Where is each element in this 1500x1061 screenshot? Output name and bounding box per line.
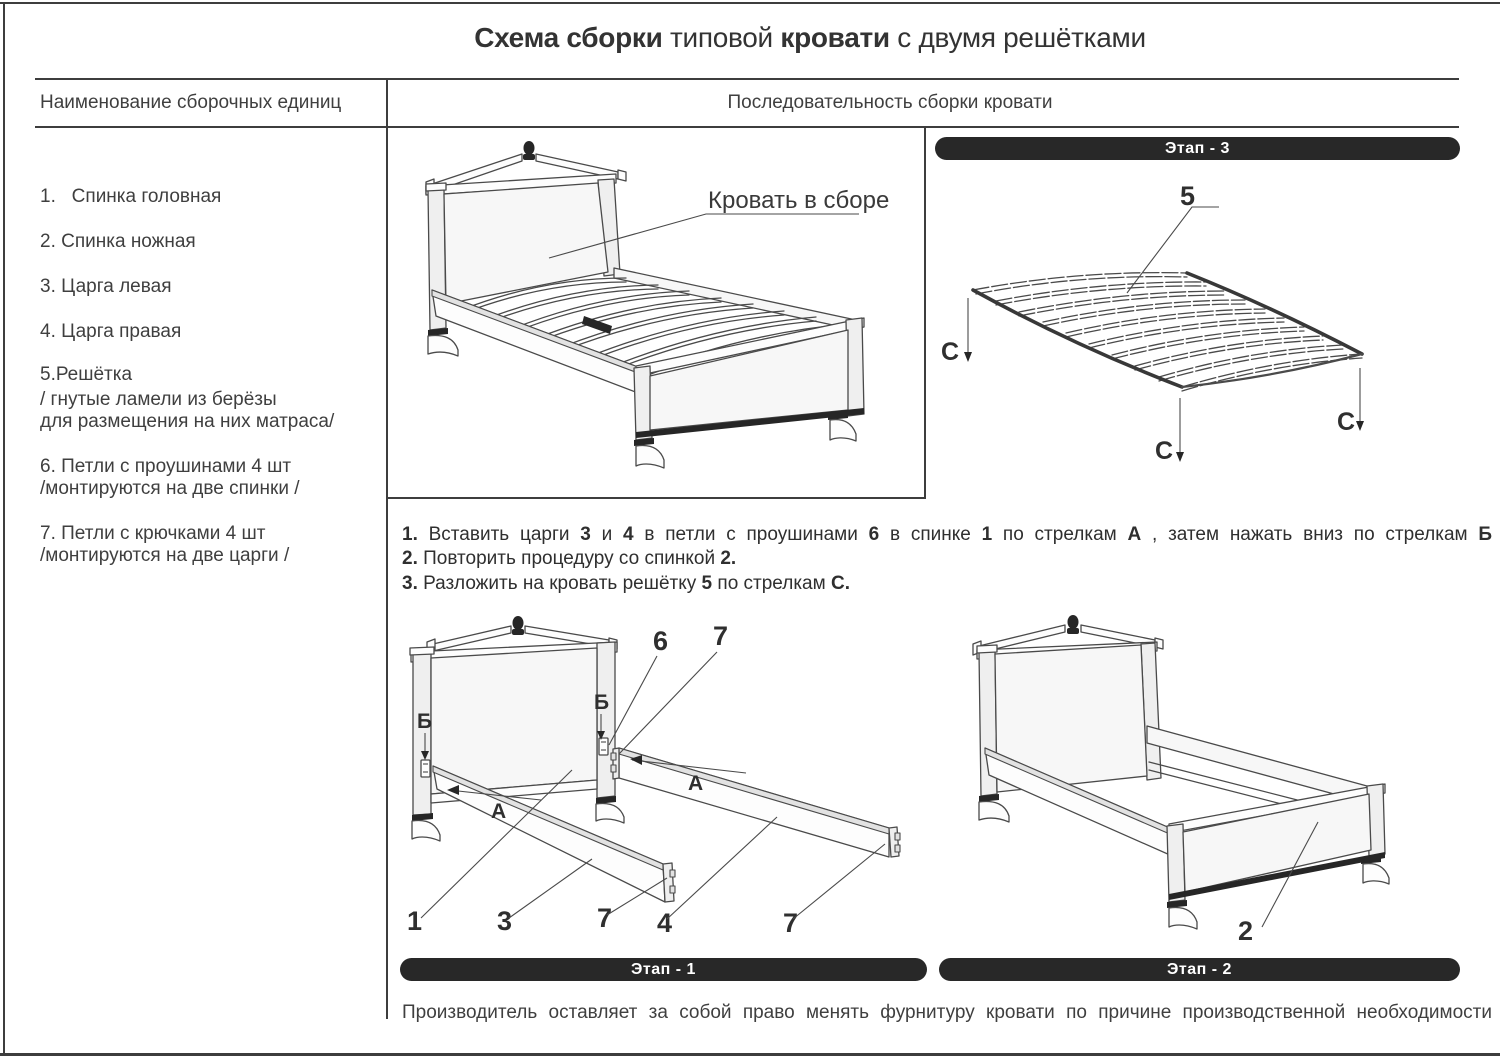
label-6: 6 [653,626,669,656]
part-item-7-note: /монтируются на две царги / [40,545,290,566]
arrow-c-label: С [1155,437,1174,465]
instr-seg: 5 [701,573,713,594]
stage1-banner-label: Этап - 1 [631,960,696,978]
title-seg: Схема сборки [474,22,663,53]
label-4: 4 [657,908,673,938]
instr-seg: 6 [868,524,880,545]
assembled-bed-drawing [386,128,924,498]
title-seg: с двумя решётками [889,22,1146,53]
instr-seg: С. [830,573,850,594]
stage3-banner-label: Этап - 3 [1165,139,1230,157]
title-seg: кровати [780,22,890,53]
sequence-column-header: Последовательность сборки кровати [727,92,1053,113]
stage3-lattice-drawing [935,157,1500,512]
part-item-5-note-2: для размещения на них матраса/ [40,411,335,432]
part-item-5: 5.Решётка [40,364,133,385]
title-seg: типовой [662,22,781,53]
label-5: 5 [1180,181,1196,211]
bed-box-right-border [924,127,926,498]
instr-seg: и [590,524,624,545]
instruction-line-2 [402,548,1492,570]
label-7: 7 [597,903,613,933]
instr-seg: Повторить процедуру со спинкой [417,548,721,569]
stage1-banner [400,958,927,981]
instr-seg: по стрелкам [992,524,1128,545]
arrow-c-label: С [1337,408,1356,436]
instr-seg: по стрелкам [712,573,831,594]
instruction-line-3 [402,573,1492,595]
arrow-c-label: С [941,338,960,366]
label-7: 7 [713,621,729,651]
arrow-b-label: Б [594,691,610,714]
label-2: 2 [1238,916,1254,946]
instr-seg: 1. [402,524,418,545]
frame-left [3,2,5,1055]
frame-bottom [0,1053,1500,1056]
part-item-6-note: /монтируются на две спинки / [40,478,300,499]
stage2-banner-label: Этап - 2 [1167,960,1232,978]
part-item-2: 2. Спинка ножная [40,231,196,252]
instr-seg: 3. [402,573,418,594]
instr-seg: , затем нажать вниз по стрелкам [1141,524,1479,545]
part-item-1: 1. Спинка головная [40,186,222,207]
instr-seg: 2. [720,548,737,569]
instr-seg: Б [1478,524,1493,545]
instr-seg: А [1127,524,1142,545]
part-item-5-note-1: / гнутые ламели из берёзы [40,389,277,410]
part-item-6: 6. Петли с проушинами 4 шт [40,456,292,477]
part-item-4: 4. Царга правая [40,321,182,342]
assembled-caption: Кровать в сборе [708,187,890,214]
label-1: 1 [407,906,423,936]
page-title [0,22,1500,54]
instruction-line-1 [402,524,1492,546]
arrow-b-label: Б [417,710,433,733]
label-3: 3 [497,906,513,936]
stage2-banner [939,958,1460,981]
header-top-line [35,78,1459,80]
instr-seg: 4 [623,524,634,545]
instr-seg: 1 [981,524,993,545]
instr-seg: в спинке [879,524,982,545]
part-item-3: 3. Царга левая [40,276,172,297]
instr-seg: в петли с проушинами [633,524,869,545]
stage1-drawing [395,612,930,952]
label-7: 7 [783,908,799,938]
instr-seg: 2. [402,548,418,569]
manufacturer-note: Производитель оставляет за собой право менять фурнитуру кровати по причине производственной необходимости [402,1002,1492,1023]
instr-seg: Разложить на кровать решётку [417,573,702,594]
stage2-drawing [935,612,1500,952]
part-item-7: 7. Петли с крючками 4 шт [40,523,266,544]
parts-column-header: Наименование сборочных единиц [40,92,342,113]
instr-seg: 3 [580,524,591,545]
arrow-a-label: А [688,772,704,795]
arrow-a-label: А [491,800,507,823]
instr-seg: Вставить царги [417,524,581,545]
frame-top [0,2,1500,4]
